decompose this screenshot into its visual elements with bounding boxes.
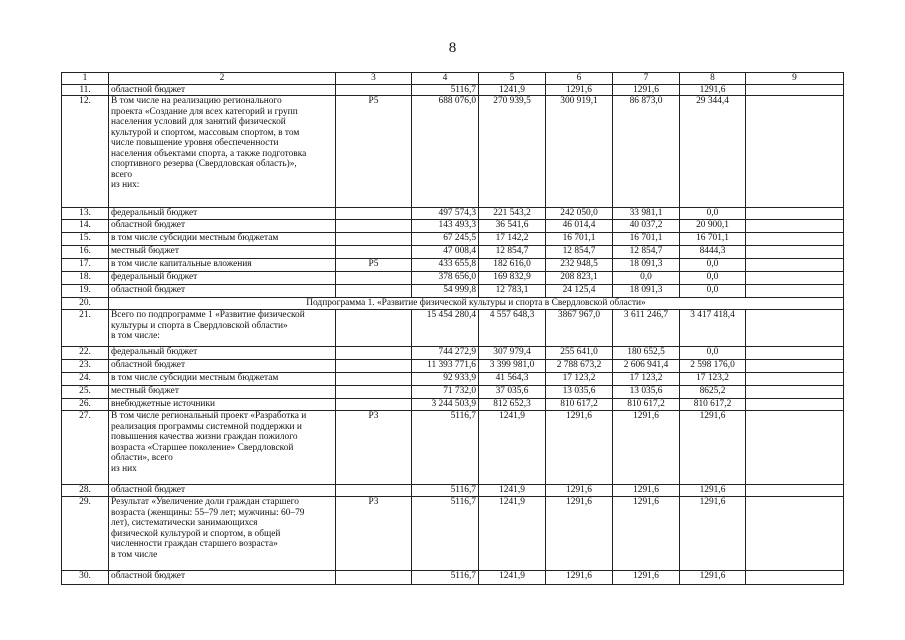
table-row	[62, 285, 844, 298]
header-cell: 1	[62, 73, 109, 85]
header-cell: 8	[680, 73, 746, 85]
description-line: числе повышение уровня обеспеченности	[111, 138, 279, 148]
empty-cell	[746, 272, 844, 285]
value-cell: 1291,6	[613, 485, 680, 497]
table-row	[62, 208, 844, 220]
value-cell: 41 564,3	[479, 373, 546, 386]
value-cell: 5116,7	[412, 571, 479, 585]
empty-cell	[746, 485, 844, 497]
value-cell: 143 493,3	[412, 220, 479, 233]
header-cell: 5	[479, 73, 546, 85]
table-row	[62, 246, 844, 259]
empty-cell	[746, 399, 844, 411]
description-cell	[109, 485, 336, 497]
table-row	[62, 360, 844, 373]
value-cell: 0,0	[680, 208, 746, 220]
value-cell: 1291,6	[546, 411, 613, 485]
value-cell: 17 142,2	[479, 233, 546, 246]
section-title-cell: Подпрограмма 1. «Развитие физической культуры и спорта в Свердловской области»	[109, 298, 844, 310]
value-cell: 54 999,8	[412, 285, 479, 298]
value-cell: 0,0	[613, 272, 680, 285]
value-cell: 8444,3	[680, 246, 746, 259]
value-cell: 242 050,0	[546, 208, 613, 220]
header-cell: 4	[412, 73, 479, 85]
value-cell: 270 939,5	[479, 96, 546, 208]
description-line: области», всего	[111, 453, 173, 463]
value-cell: 13 035,6	[546, 386, 613, 399]
value-cell: 3 244 503,9	[412, 399, 479, 411]
code-cell	[336, 233, 412, 246]
row-number-cell: 25.	[62, 386, 109, 399]
page-number: 8	[448, 40, 457, 56]
table-row	[62, 386, 844, 399]
value-cell: 18 091,3	[613, 285, 680, 298]
value-cell: 688 076,0	[412, 96, 479, 208]
description-cell	[109, 84, 336, 96]
row-number-cell: 23.	[62, 360, 109, 373]
value-cell: 8625,2	[680, 386, 746, 399]
description-cell	[109, 347, 336, 360]
value-cell: 47 008,4	[412, 246, 479, 259]
value-cell: 5116,7	[412, 485, 479, 497]
value-cell: 812 652,3	[479, 399, 546, 411]
value-cell: 2 606 941,4	[613, 360, 680, 373]
description-cell	[109, 360, 336, 373]
row-number-cell: 27.	[62, 411, 109, 485]
description-line: населения объектами спорта, а также подготовка	[111, 148, 307, 159]
description-cell	[109, 386, 336, 399]
value-cell: 16 701,1	[680, 233, 746, 246]
description-line: местный бюджет	[111, 246, 179, 256]
value-cell: 17 123,2	[613, 373, 680, 386]
description-line: численности граждан старшего возраста»	[111, 539, 278, 549]
value-cell: 2 788 673,2	[546, 360, 613, 373]
value-cell: 5116,7	[412, 497, 479, 571]
value-cell: 4 557 648,3	[479, 310, 546, 347]
code-cell	[336, 84, 412, 96]
value-cell: 307 979,4	[479, 347, 546, 360]
value-cell: 0,0	[680, 259, 746, 272]
description-line: населения условий для занятий физической	[111, 117, 286, 127]
value-cell: 182 616,0	[479, 259, 546, 272]
row-number-cell: 21.	[62, 310, 109, 347]
description-line: культурой и спортом, массовым спортом, в том	[111, 127, 300, 138]
value-cell: 13 035,6	[613, 386, 680, 399]
value-cell: 1241,9	[479, 84, 546, 96]
description-line: в том числе субсидии местным бюджетам	[111, 233, 279, 243]
description-line: в том числе	[111, 549, 158, 560]
header-cell: 2	[109, 73, 336, 85]
value-cell: 1291,6	[613, 411, 680, 485]
table-row	[62, 259, 844, 272]
row-number-cell: 17.	[62, 259, 109, 272]
code-cell	[336, 347, 412, 360]
empty-cell	[746, 84, 844, 96]
value-cell: 5116,7	[412, 84, 479, 96]
row-number-cell: 18.	[62, 272, 109, 285]
value-cell: 810 617,2	[546, 399, 613, 411]
value-cell: 1241,9	[479, 497, 546, 571]
value-cell: 0,0	[680, 285, 746, 298]
empty-cell	[746, 259, 844, 272]
description-cell	[109, 259, 336, 272]
value-cell: 1291,6	[613, 497, 680, 571]
value-cell: 3 611 246,7	[613, 310, 680, 347]
description-line: областной бюджет	[111, 485, 186, 495]
table-row	[62, 233, 844, 246]
row-number-cell: 12.	[62, 96, 109, 208]
value-cell: 18 091,3	[613, 259, 680, 272]
empty-cell	[746, 347, 844, 360]
description-line: Результат «Увеличение доли граждан старшего	[111, 497, 299, 507]
description-line: возраста (женщины: 55–79 лет; мужчины: 60–79	[111, 507, 305, 518]
empty-cell	[746, 310, 844, 347]
value-cell: 3 399 981,0	[479, 360, 546, 373]
description-cell	[109, 373, 336, 386]
value-cell: 12 854,7	[613, 246, 680, 259]
value-cell: 16 701,1	[613, 233, 680, 246]
table-row	[62, 411, 844, 485]
description-cell	[109, 246, 336, 259]
description-cell	[109, 208, 336, 220]
value-cell: 5116,7	[412, 411, 479, 485]
value-cell: 1291,6	[680, 497, 746, 571]
description-line: федеральный бюджет	[111, 272, 198, 282]
code-cell	[336, 571, 412, 585]
row-number-cell: 26.	[62, 399, 109, 411]
description-line: областной бюджет	[111, 84, 186, 95]
row-number-cell: 19.	[62, 285, 109, 298]
value-cell: 221 543,2	[479, 208, 546, 220]
value-cell: 92 933,9	[412, 373, 479, 386]
description-line: областной бюджет	[111, 571, 186, 581]
description-line: в том числе субсидии местным бюджетам	[111, 373, 279, 383]
description-cell	[109, 399, 336, 411]
description-cell	[109, 96, 336, 208]
row-number-cell: 22.	[62, 347, 109, 360]
value-cell: 1241,9	[479, 411, 546, 485]
code-cell: Р3	[336, 497, 412, 571]
value-cell: 86 873,0	[613, 96, 680, 208]
code-cell	[336, 485, 412, 497]
table-row	[62, 399, 844, 411]
header-cell: 9	[746, 73, 844, 85]
empty-cell	[746, 96, 844, 208]
value-cell: 29 344,4	[680, 96, 746, 208]
description-line: физической культурой и спортом, в общей	[111, 528, 281, 539]
table-row	[62, 310, 844, 347]
description-line: в том числе:	[111, 331, 160, 341]
description-line: в том числе капитальные вложения	[111, 259, 252, 269]
description-cell	[109, 285, 336, 298]
value-cell: 3867 967,0	[546, 310, 613, 347]
code-cell	[336, 246, 412, 259]
empty-cell	[746, 411, 844, 485]
value-cell: 37 035,6	[479, 386, 546, 399]
value-cell: 16 701,1	[546, 233, 613, 246]
description-cell	[109, 411, 336, 485]
table-row	[62, 96, 844, 208]
value-cell: 40 037,2	[613, 220, 680, 233]
value-cell: 497 574,3	[412, 208, 479, 220]
value-cell: 1241,9	[479, 571, 546, 585]
code-cell: Р5	[336, 96, 412, 208]
code-cell	[336, 310, 412, 347]
code-cell	[336, 208, 412, 220]
description-line: лет), систематически занимающихся	[111, 518, 258, 528]
table-row	[62, 373, 844, 386]
value-cell: 3 417 418,4	[680, 310, 746, 347]
code-cell	[336, 386, 412, 399]
header-cell: 3	[336, 73, 412, 85]
value-cell: 1291,6	[680, 485, 746, 497]
header-cell: 7	[613, 73, 680, 85]
value-cell: 1291,6	[613, 571, 680, 585]
code-cell	[336, 272, 412, 285]
description-line: всего	[111, 169, 133, 180]
table-row	[62, 220, 844, 233]
code-cell: Р5	[336, 259, 412, 272]
description-line: федеральный бюджет	[111, 347, 198, 357]
value-cell: 46 014,4	[546, 220, 613, 233]
value-cell: 1291,6	[680, 411, 746, 485]
description-line: местный бюджет	[111, 386, 179, 396]
empty-cell	[746, 373, 844, 386]
code-cell	[336, 285, 412, 298]
header-cell: 6	[546, 73, 613, 85]
value-cell: 1291,6	[546, 571, 613, 585]
description-line: областной бюджет	[111, 360, 186, 370]
value-cell: 33 981,1	[613, 208, 680, 220]
value-cell: 433 655,8	[412, 259, 479, 272]
empty-cell	[746, 220, 844, 233]
row-number-cell: 20.	[62, 298, 109, 310]
value-cell: 11 393 771,6	[412, 360, 479, 373]
description-cell	[109, 310, 336, 347]
description-line: В том числе на реализацию регионального	[111, 96, 282, 106]
value-cell: 169 832,9	[479, 272, 546, 285]
value-cell: 17 123,2	[680, 373, 746, 386]
row-number-cell: 24.	[62, 373, 109, 386]
value-cell: 0,0	[680, 347, 746, 360]
row-number-cell: 13.	[62, 208, 109, 220]
value-cell: 1291,6	[546, 84, 613, 96]
value-cell: 1291,6	[546, 485, 613, 497]
table-row	[62, 497, 844, 571]
value-cell: 71 732,0	[412, 386, 479, 399]
value-cell: 810 617,2	[680, 399, 746, 411]
description-cell	[109, 497, 336, 571]
empty-cell	[746, 360, 844, 373]
table-row	[62, 84, 844, 96]
description-line: федеральный бюджет	[111, 208, 198, 218]
value-cell: 67 245,5	[412, 233, 479, 246]
table-body	[62, 73, 844, 585]
table-row	[62, 571, 844, 585]
value-cell: 20 900,1	[680, 220, 746, 233]
code-cell	[336, 360, 412, 373]
description-line: проекта «Создание для всех категорий и групп	[111, 106, 298, 117]
code-cell	[336, 373, 412, 386]
description-line: внебюджетные источники	[111, 399, 216, 409]
value-cell: 15 454 280,4	[412, 310, 479, 347]
table-row	[62, 272, 844, 285]
empty-cell	[746, 285, 844, 298]
empty-cell	[746, 208, 844, 220]
code-cell: Р3	[336, 411, 412, 485]
empty-cell	[746, 386, 844, 399]
value-cell: 232 948,5	[546, 259, 613, 272]
value-cell: 1241,9	[479, 485, 546, 497]
value-cell: 36 541,6	[479, 220, 546, 233]
value-cell: 17 123,2	[546, 373, 613, 386]
row-number-cell: 11.	[62, 84, 109, 96]
value-cell: 24 125,4	[546, 285, 613, 298]
value-cell: 2 598 176,0	[680, 360, 746, 373]
row-number-cell: 28.	[62, 485, 109, 497]
code-cell	[336, 399, 412, 411]
row-number-cell: 16.	[62, 246, 109, 259]
description-line: из них:	[111, 180, 140, 190]
description-cell	[109, 220, 336, 233]
table-row	[62, 485, 844, 497]
description-line: повышения качества жизни граждан пожилого	[111, 432, 298, 442]
description-line: возраста «Старшее поколение» Свердловской	[111, 442, 294, 453]
value-cell: 1291,6	[680, 84, 746, 96]
code-cell	[336, 220, 412, 233]
description-line: реализация программы системной поддержки и	[111, 421, 302, 432]
value-cell: 378 656,0	[412, 272, 479, 285]
row-number-cell: 14.	[62, 220, 109, 233]
value-cell: 1291,6	[613, 84, 680, 96]
description-line: спортивного резерва (Свердловская область)»,	[111, 159, 297, 169]
value-cell: 810 617,2	[613, 399, 680, 411]
description-cell	[109, 272, 336, 285]
description-cell	[109, 571, 336, 585]
description-line: областной бюджет	[111, 285, 186, 295]
description-line: Всего по подпрограмме 1 «Развитие физической	[111, 310, 305, 320]
row-number-cell: 30.	[62, 571, 109, 585]
value-cell: 12 854,7	[479, 246, 546, 259]
row-number-cell: 15.	[62, 233, 109, 246]
row-number-cell: 29.	[62, 497, 109, 571]
value-cell: 300 919,1	[546, 96, 613, 208]
section-row	[62, 298, 844, 310]
value-cell: 1291,6	[546, 497, 613, 571]
header-row	[62, 73, 844, 85]
empty-cell	[746, 233, 844, 246]
value-cell: 744 272,9	[412, 347, 479, 360]
description-line: из них	[111, 463, 137, 474]
budget-table	[61, 72, 844, 585]
value-cell: 180 652,5	[613, 347, 680, 360]
value-cell: 255 641,0	[546, 347, 613, 360]
description-line: областной бюджет	[111, 220, 186, 230]
value-cell: 1291,6	[680, 571, 746, 585]
description-line: В том числе региональный проект «Разработка и	[111, 411, 307, 421]
value-cell: 12 854,7	[546, 246, 613, 259]
empty-cell	[746, 571, 844, 585]
value-cell: 12 783,1	[479, 285, 546, 298]
value-cell: 208 823,1	[546, 272, 613, 285]
table-row	[62, 347, 844, 360]
empty-cell	[746, 246, 844, 259]
description-line: культуры и спорта в Свердловской области»	[111, 320, 288, 331]
value-cell: 0,0	[680, 272, 746, 285]
empty-cell	[746, 497, 844, 571]
description-cell	[109, 233, 336, 246]
